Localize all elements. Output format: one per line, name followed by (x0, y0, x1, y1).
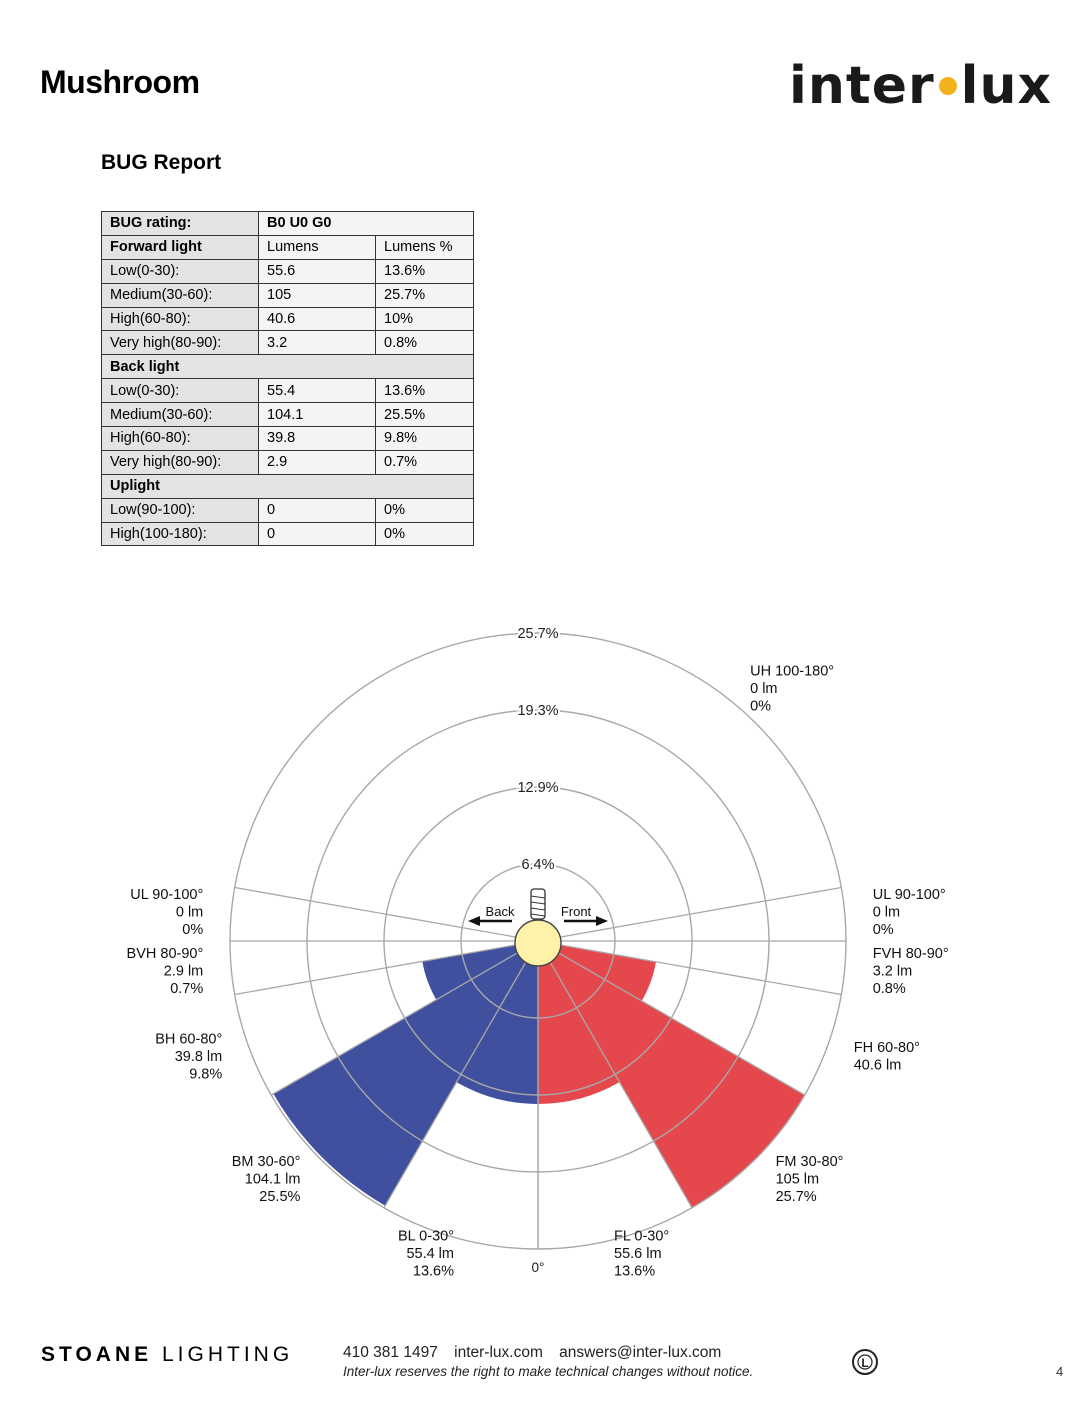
row-label: High(60-80): (102, 427, 259, 451)
zone-label-back: 0 lm (175, 904, 204, 921)
row-percent: 9.8% (376, 427, 474, 451)
row-label: Low(90-100): (102, 498, 259, 522)
footer-note: Inter-lux reserves the right to make technical changes without notice. (343, 1364, 754, 1379)
row-percent: 13.6% (376, 379, 474, 403)
svg-text:L: L (861, 1356, 869, 1370)
zone-label-front: UL 90-100° (872, 887, 946, 904)
row-percent: 0% (376, 522, 474, 546)
zone-label-back: 55.4 lm (406, 1246, 454, 1262)
row-percent: 25.7% (376, 283, 474, 307)
brand-light: LIGHTING (161, 1343, 294, 1366)
row-lumens: 0 (259, 522, 376, 546)
stoane-lighting-logo (41, 1343, 293, 1367)
zone-label-front: 40.6 lm (853, 1057, 902, 1074)
zone-label-back: 9.8% (189, 1066, 223, 1083)
zone-label-front: FL 0-30° (614, 1228, 670, 1245)
row-label: High(60-80): (102, 307, 259, 331)
zone-label-back: BH 60-80° (155, 1031, 223, 1048)
row-percent: 25.5% (376, 403, 474, 427)
logo-text-left: inter (789, 56, 935, 116)
lamp-bulb-icon (515, 920, 561, 966)
zone-label-back: 104.1 lm (244, 1171, 301, 1188)
front-arrow-label: Front (560, 904, 592, 919)
zone-label-front: 0 lm (872, 904, 901, 921)
page-title: Mushroom (40, 64, 200, 100)
back-arrow-label: Back (485, 904, 515, 919)
logo-text-right: lux (960, 56, 1053, 116)
zone-label-front: UH 100-180° (750, 663, 835, 680)
row-label: Low(0-30): (102, 259, 259, 283)
row-lumens: 104.1 (259, 403, 376, 427)
section-title: BUG Report (101, 151, 222, 174)
ring-label: 12.9% (517, 780, 559, 796)
row-percent: 0.7% (376, 450, 474, 474)
zone-label-front: FVH 80-90° (872, 945, 949, 962)
uplight-label: Uplight (102, 474, 474, 498)
zone-label-back: 25.5% (259, 1189, 301, 1206)
row-lumens: 40.6 (259, 307, 376, 331)
row-label: Medium(30-60): (102, 283, 259, 307)
brand-bold: STOANE (41, 1343, 153, 1366)
back-label: Back light (102, 355, 474, 379)
footer-contact (343, 1344, 733, 1362)
zone-label-front: 0.8% (872, 980, 906, 997)
back-arrow-icon (468, 916, 480, 926)
zone-label-back: UL 90-100° (130, 887, 204, 904)
row-lumens: 55.4 (259, 379, 376, 403)
zone-label-back: 0.7% (170, 980, 204, 997)
zone-label-front: 13.6% (614, 1263, 656, 1280)
page-number: 4 (1056, 1364, 1064, 1379)
row-percent: 0.8% (376, 331, 474, 355)
etl-certification-icon (848, 1348, 882, 1376)
rating-label: BUG rating: (102, 212, 259, 236)
row-lumens: 3.2 (259, 331, 376, 355)
zone-label-back: BVH 80-90° (126, 945, 204, 962)
zone-label-front: FM 30-80° (775, 1154, 844, 1171)
front-arrow-icon (596, 916, 608, 926)
row-lumens: 2.9 (259, 450, 376, 474)
zone-label-front: 0 lm (750, 681, 778, 698)
row-percent: 13.6% (376, 259, 474, 283)
zone-label-back: BM 30-60° (231, 1154, 301, 1171)
angle-zero-label: 0° (531, 1260, 545, 1275)
row-label: Very high(80-90): (102, 450, 259, 474)
zone-label-back: BL 0-30° (397, 1228, 454, 1245)
zone-label-back: 13.6% (412, 1263, 454, 1280)
row-label: Low(0-30): (102, 379, 259, 403)
row-lumens: 0 (259, 498, 376, 522)
zone-label-front: 0% (750, 698, 772, 715)
row-percent: 10% (376, 307, 474, 331)
zone-label-front: 25.7% (775, 1189, 817, 1206)
footer-email[interactable]: answers@inter-lux.com (559, 1344, 722, 1361)
zone-label-back: 2.9 lm (163, 963, 204, 980)
row-percent: 0% (376, 498, 474, 522)
zone-label-front: FH 60-80° (853, 1040, 920, 1057)
zone-label-front: 55.6 lm (614, 1246, 662, 1262)
col-lumens: Lumens (259, 235, 376, 259)
col-percent: Lumens % (376, 235, 474, 259)
footer-website[interactable]: inter-lux.com (454, 1344, 543, 1361)
footer-phone: 410 381 1497 (343, 1344, 438, 1361)
zone-label-front: 3.2 lm (872, 963, 913, 980)
row-label: High(100-180): (102, 522, 259, 546)
row-lumens: 39.8 (259, 427, 376, 451)
row-label: Very high(80-90): (102, 331, 259, 355)
row-lumens: 55.6 (259, 259, 376, 283)
row-label: Medium(30-60): (102, 403, 259, 427)
zone-label-front: 0% (872, 922, 894, 939)
ring-label: 19.3% (517, 703, 559, 719)
zone-label-back: 39.8 lm (174, 1048, 223, 1065)
ring-label: 6.4% (521, 857, 555, 873)
ring-label: 25.7% (517, 626, 559, 642)
zone-label-back: 0% (182, 922, 204, 939)
zone-label-front: 105 lm (775, 1171, 820, 1188)
forward-label: Forward light (102, 235, 259, 259)
rating-value: B0 U0 G0 (259, 212, 474, 236)
row-lumens: 105 (259, 283, 376, 307)
